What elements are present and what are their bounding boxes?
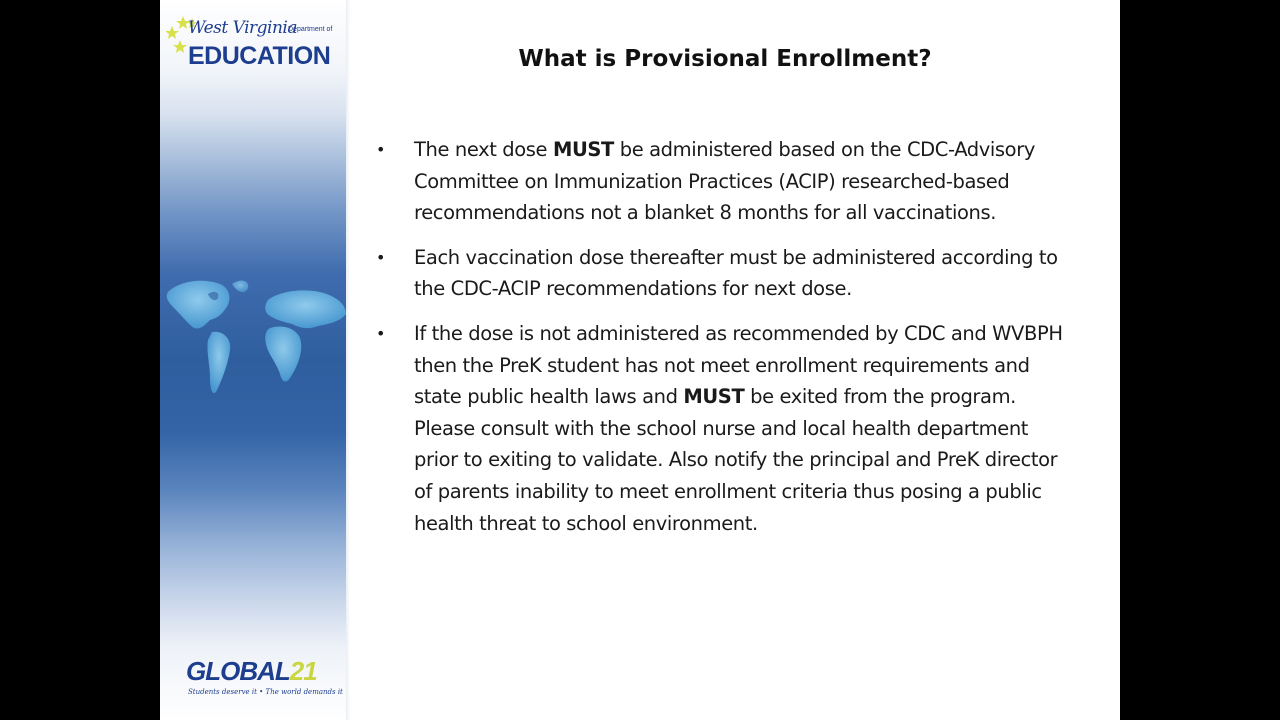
logo-script-text: West Virginia — [188, 18, 297, 38]
wv-department-of-education-logo — [166, 14, 342, 76]
bullet-emphasis: MUST — [552, 138, 614, 161]
bullet-text: The next dose — [414, 138, 553, 161]
bullet-icon: • — [376, 247, 386, 267]
bullet-list — [374, 134, 1074, 539]
global21-logo — [186, 656, 343, 700]
sidebar-banner — [160, 0, 347, 720]
bullet-emphasis: MUST — [683, 385, 745, 409]
bullet-text: be administered based on the CDC-Advisory Committee on Immunization Practices (ACIP) researched-based recommendations not a blanket 8 months for all vaccinations. — [414, 138, 1035, 225]
logo-main-text: EDUCATION — [188, 42, 331, 70]
world-map-image — [160, 270, 346, 430]
bullet-item — [374, 318, 1074, 539]
sidebar-edge-divider — [346, 0, 350, 720]
bullet-text: If the dose is not administered as recommended by CDC and WVBPH then the PreK student has not meet enrollment requirements and state public health laws and — [414, 321, 1063, 409]
global21-tagline: Students deserve it • The world demands it — [188, 688, 343, 696]
bullet-item — [374, 242, 1074, 305]
bullet-icon: • — [376, 140, 386, 159]
logo-small-text: Department of — [288, 26, 333, 33]
bullet-text: Each vaccination dose thereafter must be administered according to the CDC-ACIP recommendations for next dose. — [414, 245, 1058, 301]
bullet-text: be exited from the program. Please consult with the school nurse and local health department prior to exiting to validate. Also notify the principal and PreK director of parents inability to meet enrollment criteria thus posing a public health threat to school environment. — [414, 385, 1058, 535]
slide-title: What is Provisional Enrollment? — [518, 46, 932, 72]
global21-number: 21 — [289, 656, 317, 686]
bullet-item — [374, 134, 1074, 229]
global21-main-text: GLOBAL — [186, 656, 290, 686]
slide — [160, 0, 1120, 720]
bullet-icon: • — [376, 323, 386, 343]
